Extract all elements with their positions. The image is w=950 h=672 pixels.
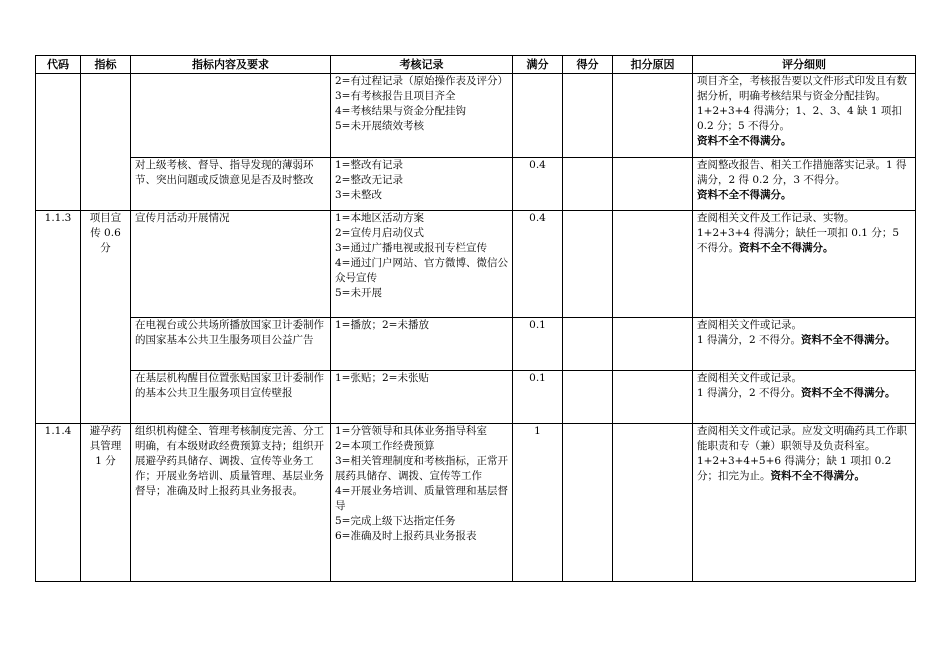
- score-cell: [563, 424, 613, 582]
- content-cell: [131, 74, 331, 158]
- detail-bold-note: 资料不全不得满分。: [801, 387, 896, 399]
- detail-cell: [693, 318, 916, 371]
- header-code: 代码: [36, 56, 81, 74]
- detail-text: 项目齐全，考核报告要以文件形式印发且有数据分析，明确考核结果与资金分配挂钩。: [697, 75, 907, 102]
- full-score-cell: 0.4: [513, 211, 563, 318]
- detail-rule: 1 得满分，2 不得分。: [697, 387, 802, 399]
- header-record: 考核记录: [331, 56, 513, 74]
- indicator-cell: 避孕药具管理 1 分: [81, 424, 131, 582]
- record-cell: 1=播放；2=未播放: [331, 318, 513, 371]
- reason-cell: [613, 74, 693, 158]
- header-row: [36, 56, 916, 74]
- content-cell: 宣传月活动开展情况: [131, 211, 331, 318]
- code-cell: 1.1.4: [36, 424, 81, 582]
- reason-cell: [613, 371, 693, 424]
- table-row: [36, 371, 916, 424]
- record-cell: [331, 158, 513, 211]
- full-score-cell: 1: [513, 424, 563, 582]
- reason-cell: [613, 424, 693, 582]
- content-cell: 在基层机构醒目位置张贴国家卫计委制作的基本公共卫生服务项目宣传壁报: [131, 371, 331, 424]
- record-line: 1=本地区活动方案: [335, 212, 424, 224]
- record-line: 3=通过广播电视或报刊专栏宣传: [335, 242, 487, 254]
- detail-rule: 1+2+3+4 得满分；1、2、3、4 缺 1 项扣 0.2 分；5 不得分。: [697, 105, 902, 132]
- detail-cell: [693, 158, 916, 211]
- reason-cell: [613, 211, 693, 318]
- detail-bold-note: 资料不全不得满分。: [697, 135, 792, 147]
- table-row: [36, 74, 916, 158]
- evaluation-table: [35, 55, 916, 582]
- detail-rule: 1 得满分，2 不得分。: [697, 334, 802, 346]
- record-line: 5=完成上级下达指定任务: [335, 515, 456, 527]
- table-row: [36, 424, 916, 582]
- score-cell: [563, 211, 613, 318]
- record-line: 2=本项工作经费预算: [335, 440, 435, 452]
- header-full-score: 满分: [513, 56, 563, 74]
- record-line: 2=有过程记录（原始操作表及评分）: [335, 75, 508, 87]
- record-line: 2=宣传月启动仪式: [335, 227, 424, 239]
- detail-cell: [693, 424, 916, 582]
- detail-cell: [693, 371, 916, 424]
- content-cell: 组织机构健全、管理考核制度完善、分工明确，有本级财政经费预算支持；组织开展避孕药具储存、调拨、宣传等业务工作；开展业务培训、质量管理、基层业务督导；准确及时上报药具业务报表。: [131, 424, 331, 582]
- detail-bold-note: 资料不全不得满分。: [801, 334, 896, 346]
- detail-cell: [693, 211, 916, 318]
- record-cell: [331, 424, 513, 582]
- full-score-cell: 0.1: [513, 318, 563, 371]
- header-score: 得分: [563, 56, 613, 74]
- full-score-cell: 0.4: [513, 158, 563, 211]
- detail-text: 查阅相关文件及工作记录、实物。: [697, 212, 855, 224]
- record-line: 5=未开展绩效考核: [335, 120, 424, 132]
- table-row: [36, 318, 916, 371]
- code-cell: [36, 74, 81, 211]
- header-detail: 评分细则: [693, 56, 916, 74]
- record-line: 3=未整改: [335, 189, 382, 201]
- record-line: 4=开展业务培训、质量管理和基层督导: [335, 485, 508, 512]
- record-cell: [331, 211, 513, 318]
- record-line: 4=考核结果与资金分配挂钩: [335, 105, 466, 117]
- table-row: [36, 158, 916, 211]
- detail-rule: 1+2+3+4 得满分；缺任一项扣 0.1 分；5 不得分。: [697, 227, 900, 254]
- indicator-cell: 项目宣传 0.6 分: [81, 211, 131, 424]
- full-score-cell: 0.1: [513, 371, 563, 424]
- score-cell: [563, 158, 613, 211]
- reason-cell: [613, 318, 693, 371]
- code-cell: 1.1.3: [36, 211, 81, 424]
- record-line: 2=整改无记录: [335, 174, 403, 186]
- record-cell: 1=张贴；2=未张贴: [331, 371, 513, 424]
- full-score-cell: [513, 74, 563, 158]
- detail-text: 查阅相关文件或记录。: [697, 319, 802, 331]
- header-deduction-reason: 扣分原因: [613, 56, 693, 74]
- record-line: 4=通过门户网站、官方微博、微信公众号宣传: [335, 257, 508, 284]
- header-indicator: 指标: [81, 56, 131, 74]
- record-line: 6=准确及时上报药具业务报表: [335, 530, 477, 542]
- detail-rule: 1+2+3+4+5+6 得满分；缺 1 项扣 0.2 分；扣完为止。: [697, 455, 892, 482]
- detail-bold-note: 资料不全不得满分。: [697, 189, 792, 201]
- detail-bold-note: 资料不全不得满分。: [739, 242, 834, 254]
- table-row: [36, 211, 916, 318]
- score-cell: [563, 318, 613, 371]
- record-line: 3=相关管理制度和考核指标，正常开展药具储存、调拨、宣传等工作: [335, 455, 508, 482]
- detail-text: 查阅整改报告、相关工作措施落实记录。1 得满分，2 得 0.2 分，3 不得分。: [697, 159, 907, 186]
- detail-text: 查阅相关文件或记录。: [697, 372, 802, 384]
- record-line: 3=有考核报告且项目齐全: [335, 90, 456, 102]
- header-content: 指标内容及要求: [131, 56, 331, 74]
- record-line: 1=分管领导和具体业务指导科室: [335, 425, 487, 437]
- reason-cell: [613, 158, 693, 211]
- content-cell: 在电视台或公共场所播放国家卫计委制作的国家基本公共卫生服务项目公益广告: [131, 318, 331, 371]
- record-line: 5=未开展: [335, 287, 382, 299]
- content-cell: 对上级考核、督导、指导发现的薄弱环节、突出问题或反馈意见是否及时整改: [131, 158, 331, 211]
- detail-bold-note: 资料不全不得满分。: [770, 470, 865, 482]
- detail-cell: [693, 74, 916, 158]
- detail-text: 查阅相关文件或记录。应发文明确药具工作职能职责和专（兼）职领导及负责科室。: [697, 425, 907, 452]
- record-line: 1=整改有记录: [335, 159, 403, 171]
- record-cell: [331, 74, 513, 158]
- score-cell: [563, 74, 613, 158]
- score-cell: [563, 371, 613, 424]
- indicator-cell: [81, 74, 131, 211]
